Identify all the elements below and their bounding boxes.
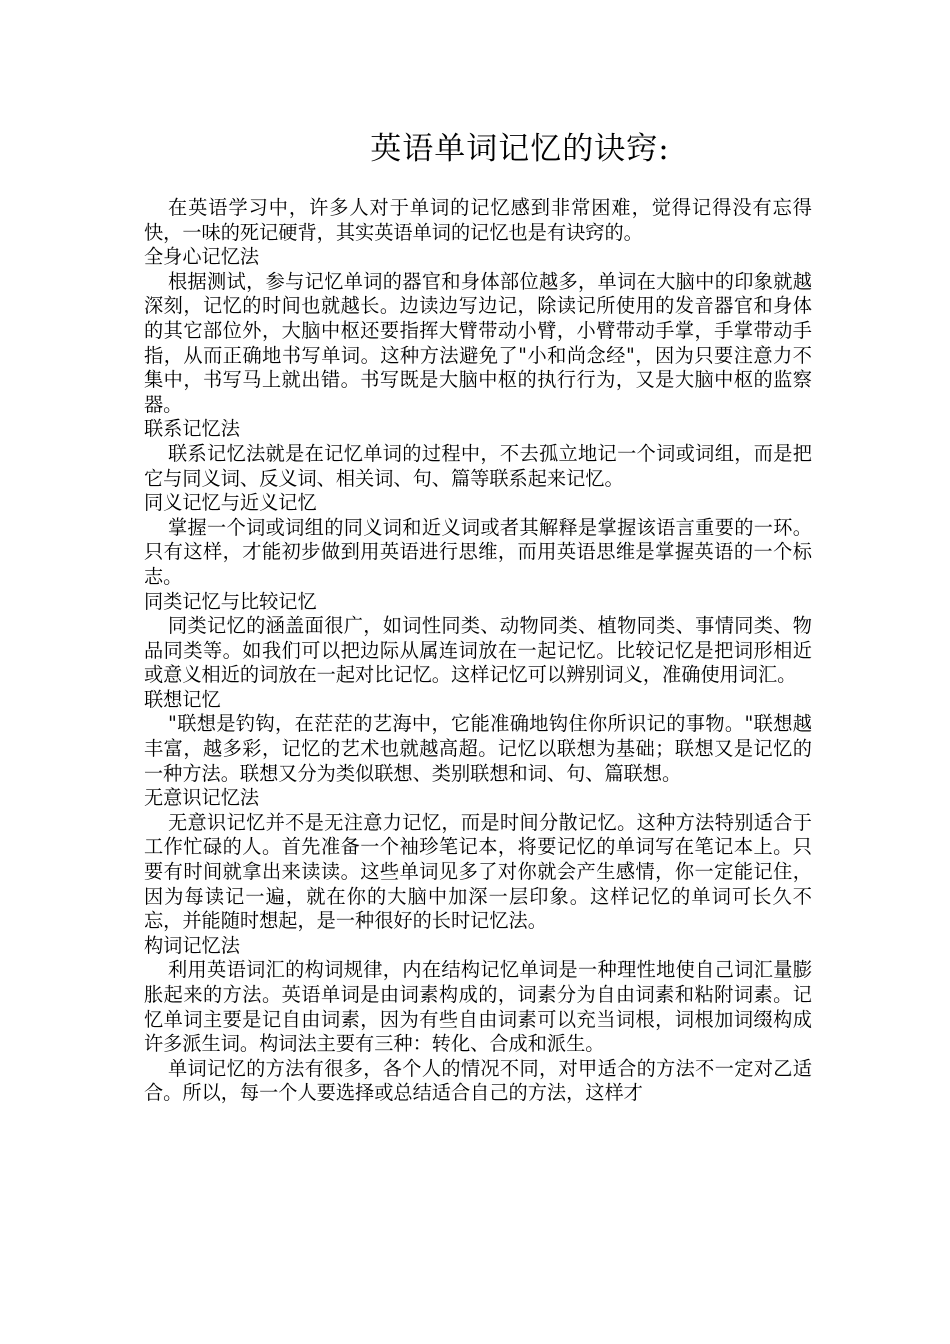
section-heading: 构词记忆法 bbox=[144, 933, 240, 957]
section-paragraph: "联想是钓钩，在茫茫的艺海中，它能准确地钩住你所识记的事物。"联想越丰富，越多彩，记忆的艺术也就越高超。记忆以联想为基础；联想又是记忆的一种方法。联想又分为类似联想、类别联想和词、句、篇联想。 bbox=[144, 712, 812, 785]
section-paragraph: 利用英语词汇的构词规律，内在结构记忆单词是一种理性地使自己词汇量膨胀起来的方法。英语单词是由词素构成的，词素分为自由词素和粘附词素。记忆单词主要是记自由词素，因为有些自由词素可以充当词根，词根加词缀构成许多派生词。构词法主要有三种：转化、合成和派生。 bbox=[144, 958, 812, 1056]
section-paragraph: 联系记忆法就是在记忆单词的过程中，不去孤立地记一个词或词组，而是把它与同义词、反义词、相关词、句、篇等联系起来记忆。 bbox=[144, 441, 812, 490]
section-heading: 联想记忆 bbox=[144, 687, 221, 711]
section-heading: 全身心记忆法 bbox=[144, 245, 260, 269]
section-heading: 同类记忆与比较记忆 bbox=[144, 589, 317, 613]
section-paragraph: 根据测试，参与记忆单词的器官和身体部位越多，单词在大脑中的印象就越深刻，记忆的时间也就越长。边读边写边记，除读记所使用的发音器官和身体的其它部位外，大脑中枢还要指挥大臂带动小臂，小臂带动手掌，手掌带动手指，从而正确地书写单词。这种方法避免了"小和尚念经"，因为只要注意力不集中，书写马上就出错。书写既是大脑中枢的执行行为，又是大脑中枢的监察器。 bbox=[144, 269, 812, 416]
section-paragraph: 掌握一个词或词组的同义词和近义词或者其解释是掌握该语言重要的一环。只有这样，才能初步做到用英语进行思维，而用英语思维是掌握英语的一个标志。 bbox=[144, 515, 812, 588]
closing-paragraph: 单词记忆的方法有很多，各个人的情况不同，对甲适合的方法不一定对乙适合。所以，每一个人要选择或总结适合自己的方法，这样才 bbox=[144, 1056, 812, 1105]
section-heading: 联系记忆法 bbox=[144, 417, 240, 441]
section-paragraph: 同类记忆的涵盖面很广，如词性同类、动物同类、植物同类、事情同类、物品同类等。如我们可以把边际从属连词放在一起记忆。比较记忆是把词形相近或意义相近的词放在一起对比记忆。这样记忆可以辨别词义，准确使用词汇。 bbox=[144, 614, 812, 687]
document-body bbox=[144, 196, 812, 1106]
section-heading: 同义记忆与近义记忆 bbox=[144, 491, 317, 515]
section-paragraph: 无意识记忆并不是无注意力记忆，而是时间分散记忆。这种方法特别适合于工作忙碌的人。首先准备一个袖珍笔记本，将要记忆的单词写在笔记本上。只要有时间就拿出来读读。这些单词见多了对你就会产生感情，你一定能记住，因为每读记一遍，就在你的大脑中加深一层印象。这样记忆的单词可长久不忘，并能随时想起，是一种很好的长时记忆法。 bbox=[144, 810, 812, 933]
section-heading: 无意识记忆法 bbox=[144, 786, 260, 810]
document-title: 英语单词记忆的诀窍: bbox=[370, 131, 670, 167]
intro-paragraph: 在英语学习中，许多人对于单词的记忆感到非常困难，觉得记得没有忘得快，一味的死记硬背，其实英语单词的记忆也是有诀窍的。 bbox=[144, 196, 812, 244]
